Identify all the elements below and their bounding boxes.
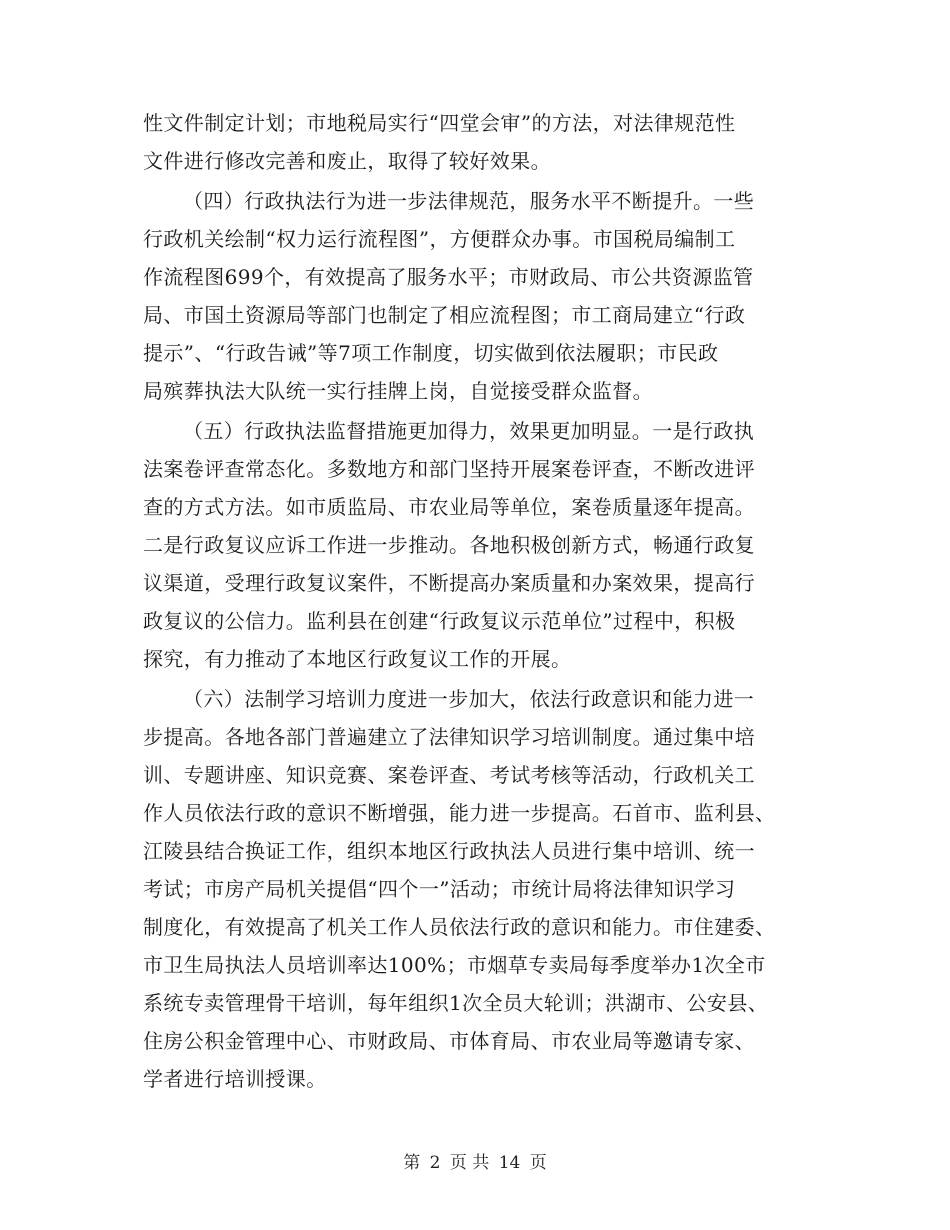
page-footer [0, 1148, 950, 1173]
text-line: 性文件制定计划；市地税局实行“四堂会审”的方法，对法律规范性 [143, 111, 736, 135]
text-line: 考试；市房产局机关提倡“四个一”活动；市统计局将法律知识学习 [143, 877, 736, 901]
text-line: 步提高。各地各部门普遍建立了法律知识学习培训制度。通过集中培 [143, 725, 755, 749]
text-line: 局殡葬执法大队统一实行挂牌上岗，自觉接受群众监督。 [143, 379, 653, 403]
page-label-mid: 页 共 [449, 1153, 490, 1173]
current-page-number: 2 [429, 1153, 441, 1173]
text-line: 住房公积金管理中心、市财政局、市体育局、市农业局等邀请专家、 [143, 1029, 755, 1053]
text-line: 提示”、“行政告诫”等7项工作制度，切实做到依法履职；市民政 [143, 341, 719, 365]
paragraph [143, 412, 803, 678]
paragraph [143, 182, 803, 410]
text-line: 制度化，有效提高了机关工作人员依法行政的意识和能力。市住建委、 [143, 915, 776, 939]
text-line: 行政机关绘制“权力运行流程图”，方便群众办事。市国税局编制工 [143, 227, 736, 251]
text-line: 议渠道，受理行政复议案件，不断提高办案质量和办案效果，提高行 [143, 571, 755, 595]
text-line: 二是行政复议应诉工作进一步推动。各地积极创新方式，畅通行政复 [143, 533, 755, 557]
text-line: 学者进行培训授课。 [143, 1067, 327, 1091]
total-pages-number: 14 [498, 1153, 521, 1173]
text-line: 文件进行修改完善和废止，取得了较好效果。 [143, 149, 551, 173]
paragraph [143, 104, 803, 180]
text-line: 系统专卖管理骨干培训，每年组织1次全员大轮训；洪湖市、公安县、 [143, 991, 769, 1015]
text-line: 政复议的公信力。监利县在创建“行政复议示范单位”过程中，积极 [143, 609, 736, 633]
page-label-prefix: 第 [403, 1153, 421, 1173]
text-line: （四）行政执法行为进一步法律规范，服务水平不断提升。一些 [183, 189, 755, 213]
paragraph [143, 680, 803, 1098]
text-line: 法案卷评查常态化。多数地方和部门坚持开展案卷评查，不断改进评 [143, 457, 755, 481]
text-line: 市卫生局执法人员培训率达100%；市烟草专卖局每季度举办1次全市 [143, 953, 766, 977]
text-line: 江陵县结合换证工作，组织本地区行政执法人员进行集中培训、统一 [143, 839, 755, 863]
text-line: 探究，有力推动了本地区行政复议工作的开展。 [143, 647, 572, 671]
text-line: 作人员依法行政的意识不断增强，能力进一步提高。石首市、监利县、 [143, 801, 776, 825]
text-line: 训、专题讲座、知识竞赛、案卷评查、考试考核等活动，行政机关工 [143, 763, 755, 787]
text-line: （六）法制学习培训力度进一步加大，依法行政意识和能力进一 [183, 687, 755, 711]
text-line: 查的方式方法。如市质监局、市农业局等单位，案卷质量逐年提高。 [143, 495, 755, 519]
page-label-suffix: 页 [529, 1153, 547, 1173]
text-line: 作流程图699个，有效提高了服务水平；市财政局、市公共资源监管 [143, 265, 754, 289]
document-body [143, 104, 803, 1098]
text-line: （五）行政执法监督措施更加得力，效果更加明显。一是行政执 [183, 419, 755, 443]
text-line: 局、市国土资源局等部门也制定了相应流程图；市工商局建立“行政 [143, 303, 746, 327]
